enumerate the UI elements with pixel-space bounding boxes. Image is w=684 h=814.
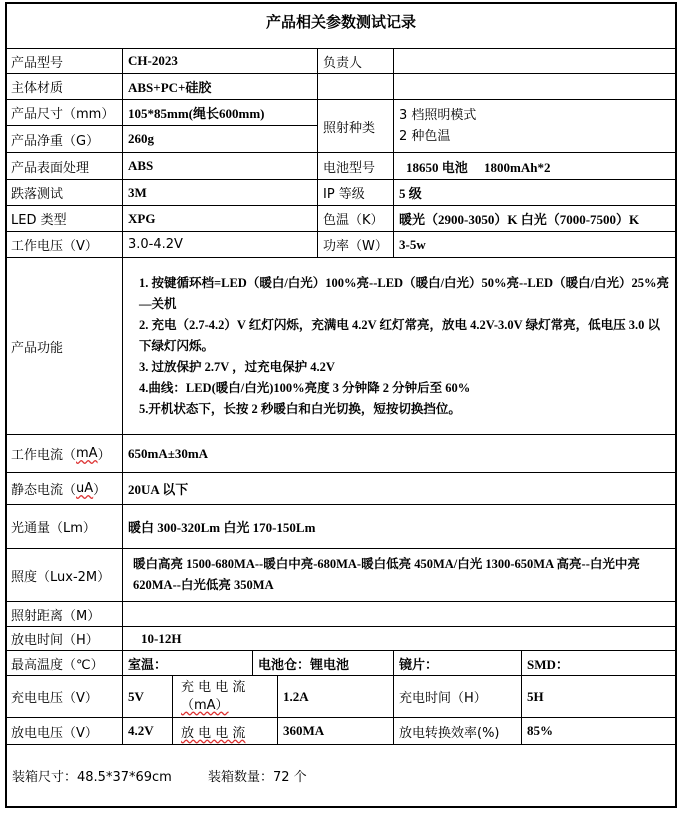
charge-current-value: 1.2A — [277, 675, 393, 717]
function-line: 5.开机状态下，长按 2 秒暖白和白光切换，短按切换挡位。 — [139, 401, 461, 416]
charge-current-label-a: 充 电 电 流 — [181, 679, 246, 695]
discharge-current-value: 360MA — [277, 717, 393, 745]
color-temp-value: 暖光（2900-3050）K 白光（7000-7500）K — [393, 205, 677, 231]
distance-label: 照射距离（M） — [5, 601, 122, 626]
surface-label: 产品表面处理 — [5, 152, 122, 179]
discharge-time-value: 10-12H — [122, 626, 677, 650]
led-type-label: LED 类型 — [5, 205, 122, 231]
voltage-label: 工作电压（V） — [5, 231, 122, 257]
power-label: 功率（W） — [317, 231, 393, 257]
light-type-value — [393, 99, 677, 152]
light-mode-line: 3 档照明模式 — [399, 108, 477, 123]
discharge-current-label: 放 电 电 流 — [172, 717, 277, 745]
charge-voltage-value: 5V — [122, 675, 172, 717]
material-label: 主体材质 — [5, 73, 122, 99]
battery-value: 18650 电池 1800mAh*2 — [393, 152, 677, 179]
lux-value: 暖白高亮 1500-680MA--暖白中亮-680MA-暖白低亮 450MA/白光 1300-650MA 高亮--白光中亮 620MA--白光低亮 350MA — [122, 548, 677, 601]
flux-value: 暖白 300-320Lm 白光 170-150Lm — [122, 504, 677, 548]
battery-compartment: 电池仓：锂电池 — [252, 650, 393, 675]
function-label: 产品功能 — [5, 257, 122, 434]
ip-label: IP 等级 — [317, 179, 393, 205]
packing-info — [12, 766, 339, 785]
owner-value — [393, 48, 677, 73]
current-label — [5, 434, 122, 472]
power-value: 3-5w — [393, 231, 677, 257]
current-label-a: 工作电流（ — [11, 448, 77, 463]
model-label: 产品型号 — [5, 48, 122, 73]
box-quantity: 装箱数量：72 个 — [207, 770, 307, 785]
function-line: 1. 按键循环档=LED（暖白/白光）100%亮--LED（暖白/白光）50%亮--LED（暖白/白光）25%亮—关机 — [139, 275, 670, 311]
static-current-value: 20UA 以下 — [122, 472, 677, 504]
lens-temp: 镜片： — [393, 650, 521, 675]
charge-voltage-label: 充电电压（V） — [5, 675, 122, 717]
blank-cell — [393, 73, 677, 99]
weight-label: 产品净重（G） — [5, 125, 122, 152]
efficiency-label: 放电转换效率(%) — [393, 717, 521, 745]
discharge-voltage-value: 4.2V — [122, 717, 172, 745]
efficiency-value: 85% — [521, 717, 677, 745]
weight-value: 260g — [122, 125, 317, 152]
voltage-value: 3.0-4.2V — [122, 231, 317, 257]
size-value: 105*85mm(绳长600mm) — [122, 99, 317, 125]
current-label-b: ） — [97, 448, 111, 463]
distance-value — [122, 601, 677, 626]
static-current-label — [5, 472, 122, 504]
temperature-label: 最高温度（℃） — [5, 650, 122, 675]
static-label-unit: uA — [76, 481, 94, 496]
function-line: 2. 充电（2.7-4.2）V 红灯闪烁，充满电 4.2V 红灯常亮，放电 4.2V-3.0V 绿灯常亮，低电压 3.0 以下绿灯闪烁。 — [139, 317, 660, 353]
function-line: 3. 过放保护 2.7V ，过充电保护 4.2V — [139, 359, 335, 374]
charge-current-label — [172, 675, 277, 717]
ip-value: 5 级 — [393, 179, 677, 205]
owner-label: 负责人 — [317, 48, 393, 73]
light-type-label: 照射种类 — [317, 99, 393, 152]
function-list — [122, 257, 677, 434]
drop-test-value: 3M — [122, 179, 317, 205]
led-type-value: XPG — [122, 205, 317, 231]
color-temp-line: 2 种色温 — [399, 129, 451, 144]
flux-label: 光通量（Lm） — [5, 504, 122, 548]
current-value: 650mA±30mA — [122, 434, 677, 472]
function-line: 4.曲线：LED(暖白/白光)100%亮度 3 分钟降 2 分钟后至 60% — [139, 380, 471, 395]
static-label-b: ） — [93, 483, 107, 498]
charge-time-label: 充电时间（H） — [393, 675, 521, 717]
battery-label: 电池型号 — [317, 152, 393, 179]
material-value: ABS+PC+硅胶 — [122, 73, 317, 99]
page-title: 产品相关参数测试记录 — [265, 13, 416, 31]
parameter-table — [5, 48, 677, 768]
surface-value: ABS — [122, 152, 317, 179]
box-size: 装箱尺寸：48.5*37*69cm — [12, 770, 172, 785]
charge-current-label-b: （mA） — [181, 697, 229, 713]
lux-label: 照度（Lux-2M） — [5, 548, 122, 601]
charge-time-value: 5H — [521, 675, 677, 717]
static-label-a: 静态电流（ — [11, 483, 77, 498]
room-temp: 室温： — [122, 650, 252, 675]
size-label: 产品尺寸（mm） — [5, 99, 122, 125]
discharge-time-label: 放电时间（H） — [5, 626, 122, 650]
smd-temp: SMD： — [521, 650, 677, 675]
color-temp-label: 色温（K） — [317, 205, 393, 231]
drop-test-label: 跌落测试 — [5, 179, 122, 205]
current-label-unit: mA — [76, 446, 98, 461]
blank-cell — [317, 73, 393, 99]
discharge-voltage-label: 放电电压（V） — [5, 717, 122, 745]
model-value: CH-2023 — [122, 48, 317, 73]
